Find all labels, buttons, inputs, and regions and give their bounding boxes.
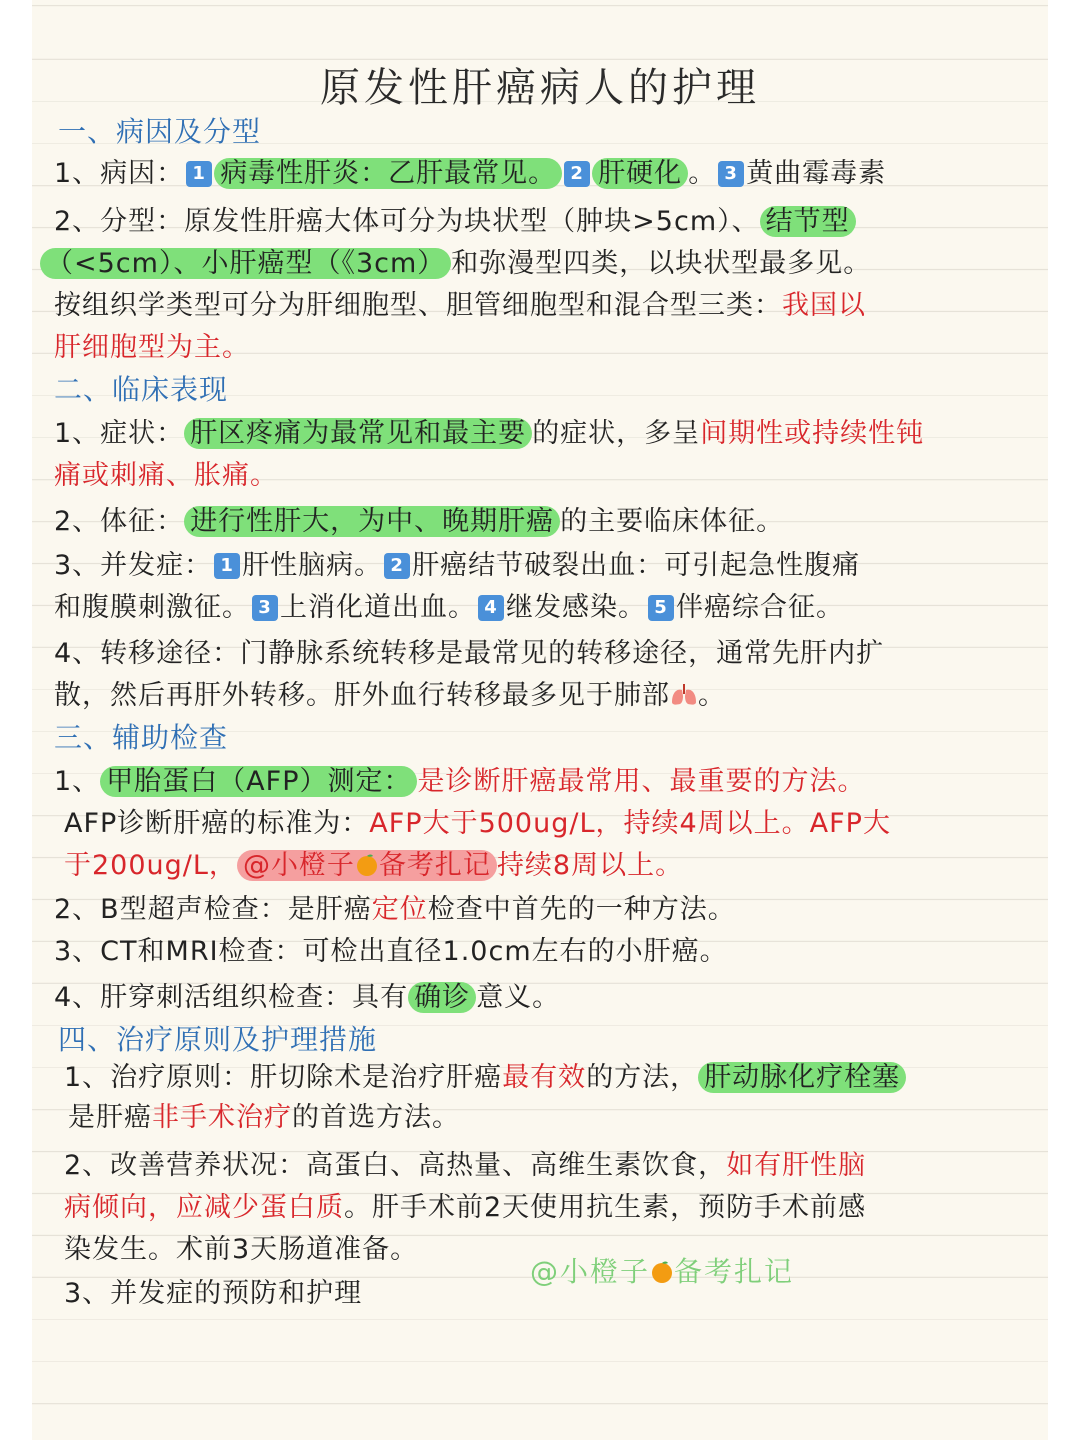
emphasis-text: 我国以 (782, 290, 866, 321)
s2-line-6 (54, 634, 884, 674)
text: 是肝癌 (68, 1102, 152, 1133)
highlight: 进行性肝大，为中、晚期肝癌 (184, 506, 560, 537)
orange-icon (355, 853, 379, 877)
text: 和腹膜刺激征。 (54, 592, 250, 623)
watermark (530, 1250, 794, 1290)
s2-line-7 (54, 676, 726, 716)
text: 备考扎记 (378, 850, 491, 881)
emphasis-text: 痛或刺痛、胀痛。 (54, 460, 278, 491)
highlight: 肝动脉化疗栓塞 (698, 1062, 906, 1093)
s4-line-5 (64, 1230, 418, 1270)
s4-line-2 (68, 1098, 460, 1138)
text: 3、并发症的预防和护理 (64, 1278, 363, 1309)
emphasis-text: 于200ug/L， (64, 850, 237, 881)
emphasis-text: 是诊断肝癌最常用、最重要的方法。 (417, 766, 866, 797)
s3-line-3 (64, 846, 683, 886)
text: 1、治疗原则：肝切除术是治疗肝癌 (64, 1062, 503, 1093)
s2-line-3 (54, 502, 784, 542)
s4-line-6 (64, 1274, 362, 1314)
number-badge-3: 3 (718, 161, 744, 187)
text: 染发生。术前3天肠道准备。 (64, 1234, 419, 1265)
number-badge-4: 4 (478, 595, 504, 621)
number-badge-2: 2 (564, 161, 590, 187)
text: 2、改善营养状况：高蛋白、高热量、高维生素饮食， (64, 1150, 727, 1181)
text: 继发感染。 (506, 592, 646, 623)
text: 3、CT和MRI检查：可检出直径1.0cm左右的小肝癌。 (54, 936, 728, 967)
s3-line-2 (64, 804, 891, 844)
text: 的首选方法。 (292, 1102, 460, 1133)
emphasis-text: 病倾向，应减少蛋白质 (64, 1192, 344, 1223)
number-badge-5: 5 (648, 595, 674, 621)
emphasis-text: 最有效 (502, 1062, 587, 1093)
number-badge-1: 1 (214, 553, 240, 579)
text: 。 (688, 158, 717, 189)
text: 1、症状： (54, 418, 185, 449)
highlight: 确诊 (408, 982, 476, 1013)
text: 1、病因： (54, 158, 185, 189)
s4-line-1 (64, 1058, 906, 1098)
text: 的症状，多呈 (532, 418, 701, 449)
text: 肝性脑病。 (242, 550, 383, 581)
text: 肝癌结节破裂出血：可引起急性腹痛 (412, 550, 861, 581)
watermark-text: @小橙子 (530, 1255, 651, 1288)
text: 4、转移途径：门静脉系统转移是最常见的转移途径，通常先肝内扩 (54, 638, 885, 669)
s1-line-5 (54, 328, 250, 368)
watermark-text: 备考扎记 (674, 1255, 795, 1288)
text: 3、并发症： (54, 550, 213, 581)
highlight: （<5cm）、小肝癌型（《3cm） (40, 248, 451, 279)
text: 2、B型超声检查：是肝癌 (54, 894, 372, 925)
highlight: 病毒性肝炎：乙肝最常见。 (214, 158, 562, 189)
section-4-heading: 四、治疗原则及护理措施 (58, 1023, 378, 1056)
text: 的主要临床体征。 (560, 506, 785, 537)
page-title: 原发性肝癌病人的护理 (320, 65, 760, 111)
s3-line-6 (54, 978, 560, 1018)
s2-line-1 (54, 414, 924, 454)
emphasis-text: 定位 (371, 894, 428, 925)
s2-line-5 (54, 588, 844, 628)
section-1-heading: 一、病因及分型 (58, 115, 262, 148)
highlight: 肝区疼痛为最常见和最主要 (184, 418, 532, 449)
s3-line-5 (54, 932, 728, 972)
s1-line-1 (54, 154, 886, 194)
text: 2、体征： (54, 506, 185, 537)
s2-line-4 (54, 546, 860, 586)
text: @小橙子 (242, 850, 355, 881)
s2-line-2 (54, 456, 278, 496)
s3-line-1 (54, 762, 865, 802)
watermark-inline (237, 850, 497, 881)
s1-line-4 (54, 286, 866, 326)
text: 意义。 (476, 982, 561, 1013)
text: 和弥漫型四类，以块状型最多见。 (451, 248, 872, 279)
text: 。 (698, 680, 726, 711)
text: 伴癌综合征。 (676, 592, 844, 623)
highlight: 肝硬化 (592, 158, 688, 189)
emphasis-text: 持续8周以上。 (496, 850, 684, 881)
emphasis-text: AFP大于500ug/L，持续4周以上。AFP大 (369, 808, 891, 839)
s4-line-4 (64, 1188, 866, 1228)
text: 4、肝穿刺活组织检查：具有 (54, 982, 409, 1013)
text: 2、分型：原发性肝癌大体可分为块状型（肿块>5cm）、 (54, 206, 760, 237)
number-badge-3: 3 (252, 595, 278, 621)
s4-line-3 (64, 1146, 866, 1186)
section-3-heading: 三、辅助检查 (54, 721, 229, 754)
text: 。肝手术前2天使用抗生素，预防手术前感 (344, 1192, 867, 1223)
s3-line-4 (54, 890, 736, 930)
highlight: 甲胎蛋白（AFP）测定： (100, 766, 417, 797)
text: 的方法， (586, 1062, 699, 1093)
text: 1、 (54, 766, 101, 797)
emphasis-text: 如有肝性脑 (726, 1150, 867, 1181)
emphasis-text: 非手术治疗 (152, 1102, 292, 1133)
text: 检查中首先的一种方法。 (427, 894, 736, 925)
number-badge-2: 2 (384, 553, 410, 579)
emphasis-text: 间期性或持续性钝 (700, 418, 925, 449)
text: AFP诊断肝癌的标准为： (64, 808, 370, 839)
highlight: 结节型 (760, 206, 856, 237)
s1-line-2 (54, 202, 856, 242)
number-badge-1: 1 (186, 161, 212, 187)
section-2-heading: 二、临床表现 (54, 373, 229, 406)
lungs-icon (670, 682, 698, 706)
text: 黄曲霉毒素 (746, 158, 887, 189)
orange-icon (650, 1260, 674, 1284)
text: 上消化道出血。 (280, 592, 476, 623)
text: 散，然后再肝外转移。肝外血行转移最多见于肺部 (54, 680, 670, 711)
text: 按组织学类型可分为肝细胞型、胆管细胞型和混合型三类： (54, 290, 782, 321)
s1-line-3 (40, 244, 871, 284)
emphasis-text: 肝细胞型为主。 (54, 332, 250, 363)
